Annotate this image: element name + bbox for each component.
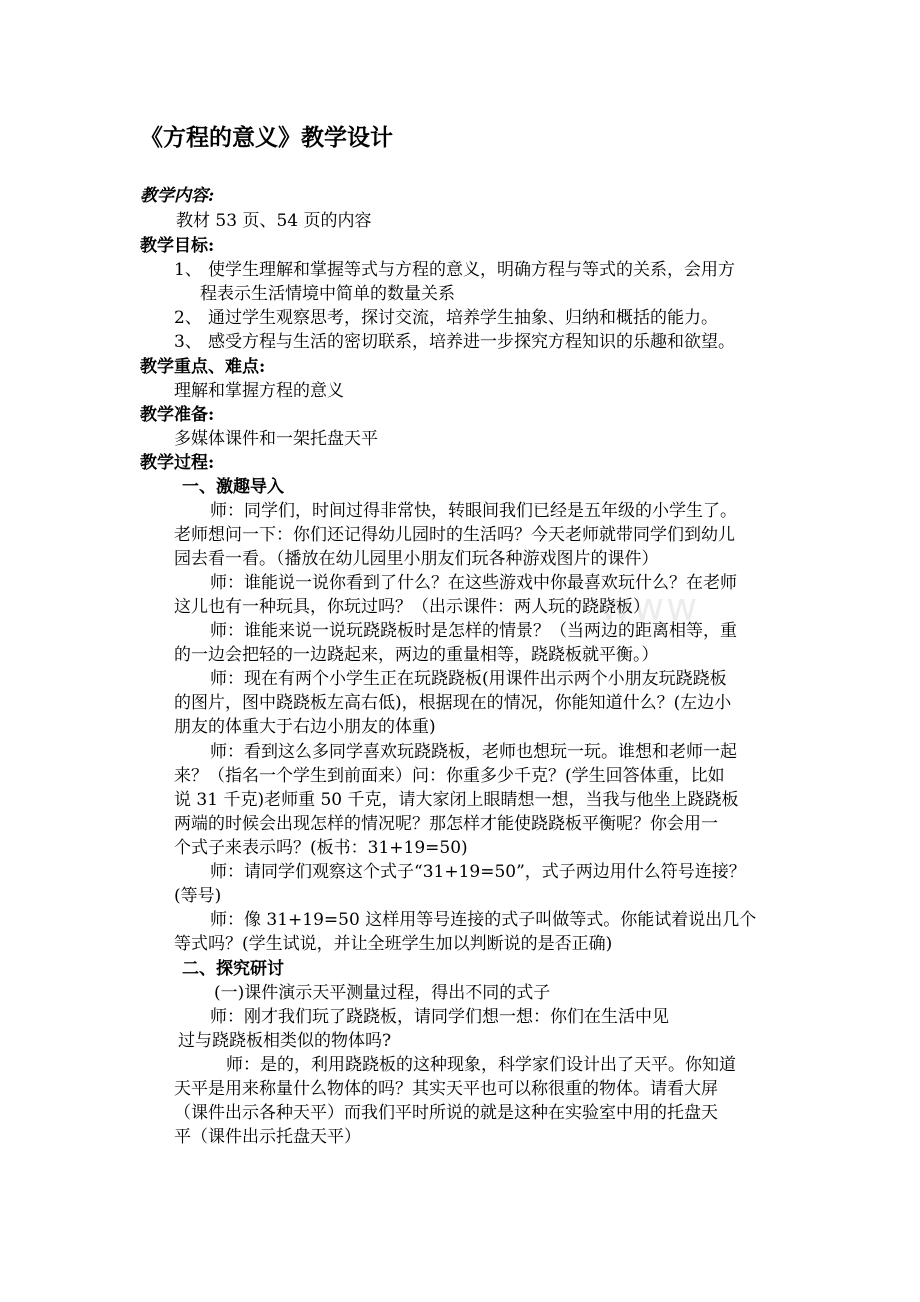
- section-1-heading: 一、激趣导入: [182, 477, 284, 497]
- paragraph-line: 师：同学们，时间过得非常快，转眼间我们已经是五年级的小学生了。: [210, 501, 737, 521]
- paragraph-line: 这儿也有一种玩具，你玩过吗？（出示课件：两人玩的跷跷板）: [174, 597, 650, 617]
- paragraph-line: 的图片，图中跷跷板左高右低)，根据现在的情况，你能知道什么？(左边小: [174, 693, 732, 713]
- paragraph-line: 师：现在有两个小学生正在玩跷跷板(用课件出示两个小朋友玩跷跷板: [210, 669, 727, 689]
- paragraph-line: 师：像 31+19=50 这样用等号连接的式子叫做等式。你能试着说出几个: [210, 910, 757, 930]
- goal-3: 感受方程与生活的密切联系，培养进一步探究方程知识的乐趣和欲望。: [208, 332, 735, 352]
- paragraph-line: 师：谁能来说一说玩跷跷板时是怎样的情景？（当两边的距离相等，重: [210, 621, 737, 641]
- paragraph-line: 个式子来表示吗？(板书：31+19=50): [174, 838, 468, 858]
- paragraph-line: 师：刚才我们玩了跷跷板，请同学们想一想：你们在生活中见: [210, 1007, 669, 1027]
- paragraph-line: 两端的时候会出现怎样的情况呢？那怎样才能使跷跷板平衡呢？你会用一: [174, 814, 718, 834]
- paragraph-line: (等号): [174, 886, 222, 906]
- heading-goals: 教学目标:: [140, 236, 215, 256]
- paragraph-line: 朋友的体重大于右边小朋友的体重): [174, 717, 436, 737]
- paragraph-line: 园去看一看。（播放在幼儿园里小朋友们玩各种游戏图片的课件）: [174, 549, 659, 569]
- document-title: 《方程的意义》教学设计: [140, 124, 393, 151]
- paragraph-line: （课件出示各种天平）而我们平时所说的就是这种在实验室中用的托盘天: [174, 1103, 718, 1123]
- subsection-1-heading: (一)课件演示天平测量过程，得出不同的式子: [214, 983, 551, 1003]
- goal-2-number: 2、: [174, 308, 202, 328]
- paragraph-line: 老师想问一下：你们还记得幼儿园时的生活吗？今天老师就带同学们到幼儿: [174, 525, 735, 545]
- section-2-heading: 二、探究研讨: [182, 959, 284, 979]
- heading-key-points: 教学重点、难点:: [140, 357, 266, 377]
- paragraph-line: 天平是用来称量什么物体的吗？其实天平也可以称很重的物体。请看大屏: [174, 1079, 718, 1099]
- paragraph-line: 说 31 千克)老师重 50 千克，请大家闭上眼睛想一想，当我与他坐上跷跷板: [174, 790, 739, 810]
- goal-1-line-1: 使学生理解和掌握等式与方程的意义，明确方程与等式的关系，会用方: [208, 260, 735, 280]
- goal-3-number: 3、: [174, 332, 202, 352]
- paragraph-line: 平（课件出示托盘天平）: [174, 1127, 361, 1147]
- preparation-text: 多媒体课件和一架托盘天平: [174, 429, 378, 449]
- key-points-text: 理解和掌握方程的意义: [174, 381, 344, 401]
- paragraph-line: 师：看到这么多同学喜欢玩跷跷板，老师也想玩一玩。谁想和老师一起: [210, 742, 737, 762]
- paragraph-line: 师：请同学们观察这个式子“31+19=50”，式子两边用什么符号连接？: [210, 862, 746, 882]
- watermark: www: [600, 585, 700, 629]
- goal-2: 通过学生观察思考，探讨交流，培养学生抽象、归纳和概括的能力。: [208, 308, 718, 328]
- heading-content: 教学内容:: [140, 186, 215, 206]
- heading-preparation: 教学准备:: [140, 405, 215, 425]
- paragraph-line: 来？（指名一个学生到前面来）问：你重多少千克？(学生回答体重，比如: [174, 766, 725, 786]
- goal-1-number: 1、: [174, 260, 202, 280]
- paragraph-line: 师：谁能说一说你看到了什么？在这些游戏中你最喜欢玩什么？在老师: [210, 573, 737, 593]
- heading-process: 教学过程:: [140, 453, 215, 473]
- paragraph-line: 过与跷跷板相类似的物体吗?: [178, 1031, 392, 1051]
- goal-1-line-2: 程表示生活情境中简单的数量关系: [200, 284, 455, 304]
- content-text: 教材 53 页、54 页的内容: [176, 211, 372, 231]
- paragraph-line: 的一边会把轻的一边跷起来，两边的重量相等，跷跷板就平衡。）: [174, 645, 659, 665]
- paragraph-line: 师：是的，利用跷跷板的这种现象，科学家们设计出了天平。你知道: [226, 1055, 736, 1075]
- paragraph-line: 等式吗？(学生试说，并让全班学生加以判断说的是否正确): [174, 934, 613, 954]
